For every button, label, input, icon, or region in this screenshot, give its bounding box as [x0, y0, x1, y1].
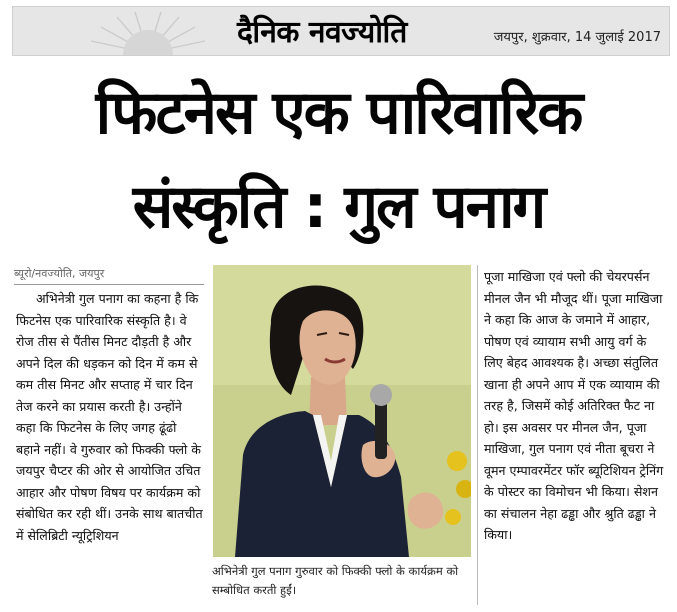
column-divider: [477, 265, 478, 605]
headline-line-2: संस्कृति : गुल पनाग: [132, 172, 545, 242]
speaker-photo: [213, 265, 471, 557]
article-left-column: अभिनेत्री गुल पनाग का कहना है कि फिटनेस एक पारिवारिक संस्कृति है। वे रोज तीस से पैंतीस मिनट दौड़ती है और अपने दिल की धड़कन को दिन में कम से कम तीस मिनट और सप्ताह में चार दिन तेज करने का प्रयास करती है। उन्होंने कहा कि फिटनेस के लिए जगह ढूंढो बहाने नहीं। वे गुरुवार को फिक्की फ्लो के जयपुर चैप्टर की ओर से आयोजित उचित आहार और पोषण विषय पर कार्यक्रम को संबोधित कर रही थीं। उनके साथ बातचीत में सेलिब्रिटी न्यूट्रिशियन: [16, 291, 203, 543]
byline: ब्यूरो/नवज्योति, जयपुर: [14, 266, 204, 285]
masthead: [12, 6, 670, 56]
newspaper-name: दैनिक नवज्योति: [237, 15, 407, 50]
dateline: जयपुर, शुक्रवार, 14 जुलाई 2017: [493, 30, 661, 45]
photo-caption: अभिनेत्री गुल पनाग गुरुवार को फिक्की फ्लो के कार्यक्रम को सम्बोधित करती हुईं।: [212, 564, 459, 597]
sun-logo-icon: [83, 11, 213, 55]
headline-line-1: फिटनेस एक पारिवारिक: [95, 78, 582, 148]
article-right-column: पूजा माखिजा एवं फ्लो की चेयरपर्सन मीनल जैन भी मौजूद थीं। पूजा माखिजा ने कहा कि आज के जमाने में आहार, पोषण एवं व्यायाम सभी आयु वर्ग के लिए बेहद आवश्यक है। अच्छा संतुलित खाना ही अपने आप में एक व्यायाम की तरह है, जिसमें कोई अतिरिक्त फैट ना हो। इस अवसर पर मीनल जैन, पूजा माखिजा, गुल पनाग एवं नीता बूचरा ने वूमन एम्पावरमेंटर फॉर ब्यूटिशियन ट्रेनिंग के पोस्टर का विमोचन भी किया। सेशन का संचालन नेहा ढड्ढा और श्रुति ढड्ढा ने किया।: [484, 269, 664, 542]
speaker-illustration: [213, 265, 471, 557]
